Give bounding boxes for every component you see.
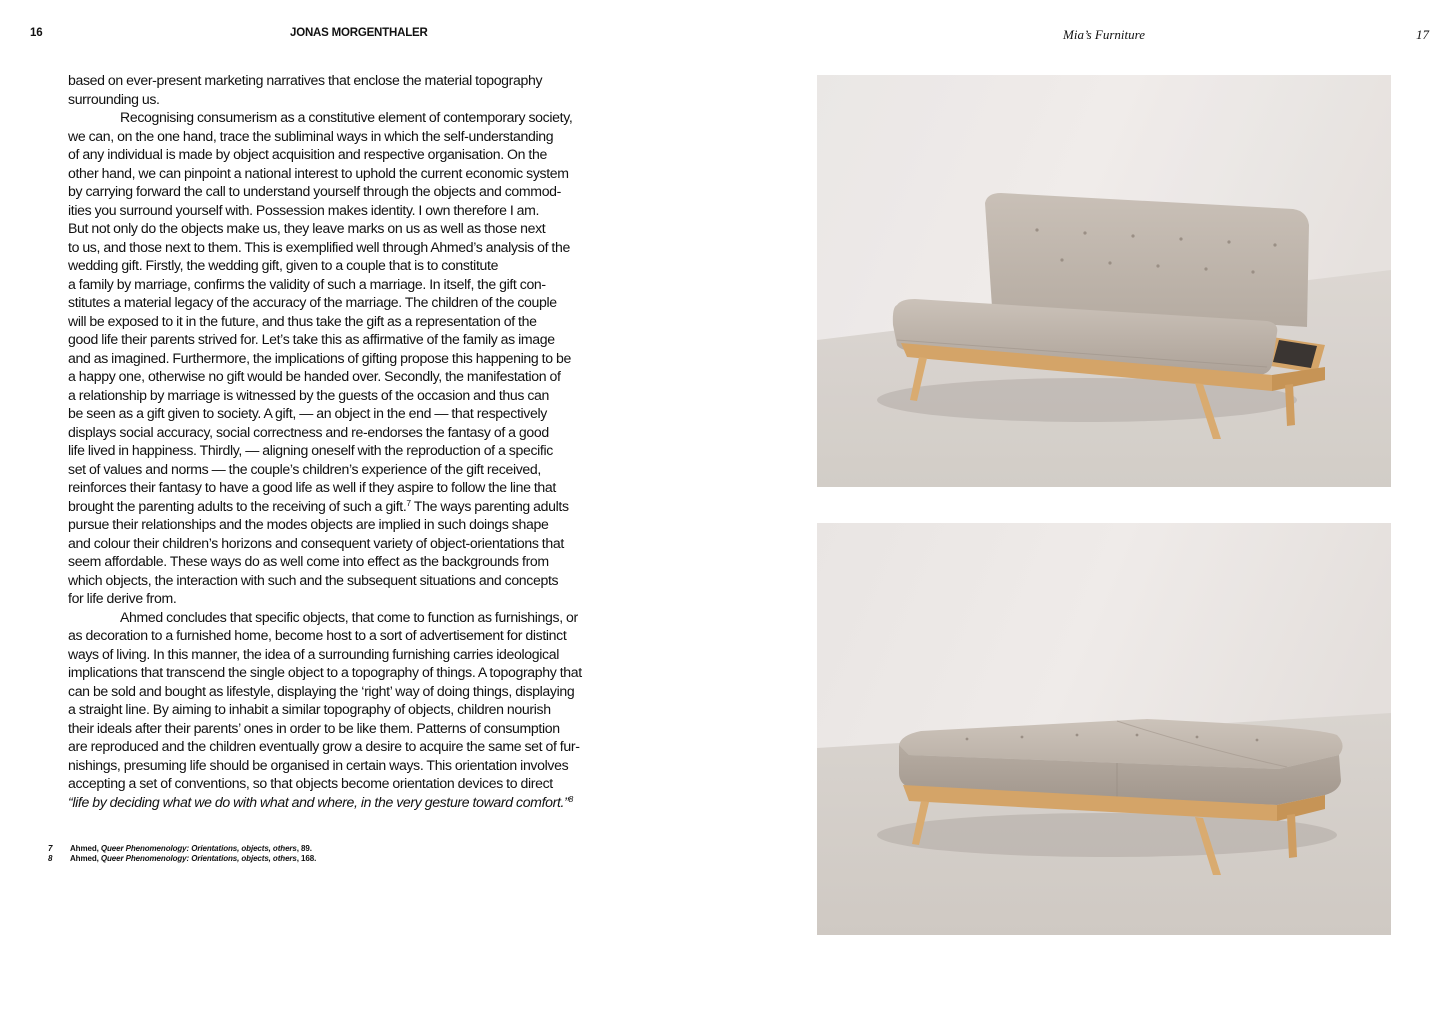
text-line: can be sold and bought as lifestyle, displaying the ‘right’ way of doing things, displaying: [68, 682, 575, 699]
text-line-start: brought the parenting adults to the receiving of such a gift.: [68, 497, 407, 514]
footnote: [48, 844, 316, 854]
text-line: reinforces their fantasy to have a good life as well if they aspire to follow the line that: [68, 479, 556, 495]
sofa-photo-upright: [817, 75, 1391, 487]
text-line: But not only do the objects make us, they leave marks on us as well as those next: [68, 220, 546, 236]
text-line: ities you surround yourself with. Possession makes identity. I own therefore I am.: [68, 201, 540, 218]
footnote-number: 7: [48, 844, 53, 853]
text-line: by carrying forward the call to understand yourself through the objects and commod-: [68, 183, 562, 199]
text-line: a family by marriage, confirms the validity of such a marriage. In itself, the gift con-: [68, 275, 546, 292]
running-title: Mia’s Furniture: [1063, 27, 1145, 42]
footnote: [48, 854, 316, 864]
footnote-author: Ahmed,: [70, 853, 101, 863]
text-line: nishings, presuming life should be organised in certain ways. This orientation involves: [68, 756, 569, 773]
text-line: ways of living. In this manner, the idea of a surrounding furnishing carries ideological: [68, 645, 559, 662]
text-line: good life their parents strived for. Let’s take this as affirmative of the family as image: [68, 331, 555, 347]
text-line: will be exposed to it in the future, and thus take the gift as a representation of the: [68, 312, 537, 329]
text-line: Ahmed concludes that specific objects, that come to function as furnishings, or: [120, 608, 578, 625]
text-line: pursue their relationships and the modes objects are implied in such doings shape: [68, 516, 549, 532]
text-line: we can, on the one hand, trace the subliminal ways in which the self-understanding: [68, 127, 554, 144]
text-line: and as imagined. Furthermore, the implications of gifting propose this happening to be: [68, 349, 571, 366]
text-line: their ideals after their parents’ ones in order to be like them. Patterns of consumption: [68, 719, 560, 736]
sofa-flat-illustration: [817, 523, 1391, 935]
text-line: set of values and norms — the couple’s children’s experience of the gift received,: [68, 460, 541, 477]
sofa-upright-illustration: [817, 75, 1391, 487]
text-line: which objects, the interaction with such and the subsequent situations and concepts: [68, 571, 559, 588]
text-line: as decoration to a furnished home, become host to a sort of advertisement for distinct: [68, 627, 567, 643]
right-page: [728, 0, 1456, 1027]
text-line: surrounding us.: [68, 90, 160, 107]
text-line: a happy one, otherwise no gift would be handed over. Secondly, the manifestation of: [68, 368, 561, 384]
text-line: seem affordable. These ways do as well come into effect as the backgrounds from: [68, 553, 549, 569]
text-line: a relationship by marriage is witnessed by the guests of the occasion and thus can: [68, 386, 550, 403]
sofa-photo-flat: [817, 523, 1391, 935]
author-header: JONAS MORGENTHALER: [290, 27, 428, 39]
footnotes: [48, 844, 316, 863]
text-line: accepting a set of conventions, so that objects become orientation devices to direct: [68, 775, 553, 791]
footnote-ref-7[interactable]: 7: [406, 497, 411, 508]
text-line: are reproduced and the children eventually grow a desire to acquire the same set of fur-: [68, 738, 580, 754]
page-number-left: 16: [30, 27, 43, 39]
text-line: [68, 497, 638, 516]
text-line: wedding gift. Firstly, the wedding gift, given to a couple that is to constitute: [68, 257, 499, 273]
footnote-title: Queer Phenomenology: Orientations, objects, others: [100, 853, 297, 863]
text-line: a straight line. By aiming to inhabit a similar topography of objects, children nourish: [68, 701, 551, 717]
footnote-title: Queer Phenomenology: Orientations, objects, others: [100, 844, 297, 853]
footnote-page: , 89.: [296, 844, 312, 853]
quote-text: “life by deciding what we do with what and where, in the very gesture toward comfort.”: [68, 793, 569, 810]
text-line: Recognising consumerism as a constitutive element of contemporary society,: [120, 109, 573, 125]
footnote-author: Ahmed,: [70, 844, 101, 853]
text-line: other hand, we can pinpoint a national interest to uphold the current economic system: [68, 164, 569, 181]
text-line-end: The ways parenting adults: [410, 497, 569, 514]
text-line: to us, and those next to them. This is exemplified well through Ahmed’s analysis of the: [68, 238, 570, 255]
text-line: for life derive from.: [68, 590, 177, 606]
text-line: be seen as a gift given to society. A gift, — an object in the end — that respectively: [68, 405, 547, 421]
quote-line: [68, 793, 638, 812]
body-text: [68, 71, 638, 811]
text-line: and colour their children’s horizons and consequent variety of object-orientations that: [68, 534, 564, 551]
text-line: displays social accuracy, social correctness and re-endorses the fantasy of a good: [68, 423, 549, 440]
text-line: life lived in happiness. Thirdly, — aligning oneself with the reproduction of a specific: [68, 442, 553, 458]
page-number-right: 17: [1416, 27, 1429, 42]
text-line: based on ever-present marketing narratives that enclose the material topography: [68, 72, 543, 88]
text-line: implications that transcend the single object to a topography of things. A topography that: [68, 664, 582, 680]
text-line: of any individual is made by object acquisition and respective organisation. On the: [68, 146, 547, 162]
footnote-ref-8[interactable]: 8: [568, 793, 573, 804]
footnote-number: 8: [48, 853, 53, 863]
text-line: stitutes a material legacy of the accuracy of the marriage. The children of the couple: [68, 294, 557, 310]
footnote-page: , 168.: [296, 853, 317, 863]
